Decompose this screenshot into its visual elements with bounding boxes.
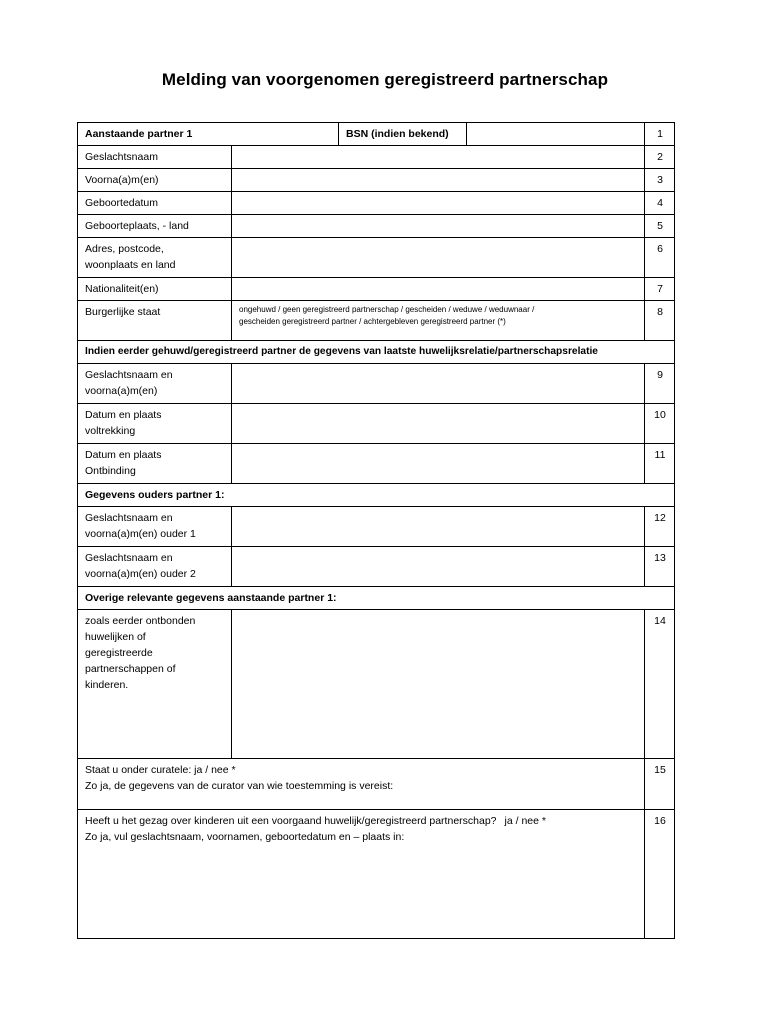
geboortedatum-input[interactable]: [232, 192, 645, 215]
field-label: Nationaliteit(en): [78, 278, 232, 301]
field-label: [78, 610, 232, 759]
field-label: Geboortedatum: [78, 192, 232, 215]
row-number: 16: [645, 810, 675, 939]
section-parents-heading-row: [78, 484, 675, 507]
row-burgerlijke-staat: [78, 301, 675, 341]
overige-input[interactable]: [232, 610, 645, 759]
curatele-question: Staat u onder curatele: ja / nee *: [85, 764, 236, 776]
label-line: voltrekking: [85, 425, 136, 437]
section-heading: Indien eerder gehuwd/geregistreerd partner de gegevens van laatste huwelijksrelatie/partnerschapsrelatie: [78, 341, 675, 364]
geboorteplaats-input[interactable]: [232, 215, 645, 238]
row-number: 9: [645, 364, 675, 404]
field-label: Geboorteplaats, - land: [78, 215, 232, 238]
row-number: 12: [645, 507, 675, 547]
label-line: partnerschappen of: [85, 663, 176, 675]
field-label: [78, 364, 232, 404]
row-number: 4: [645, 192, 675, 215]
prev-naam-input[interactable]: [232, 364, 645, 404]
label-line: voorna(a)m(en): [85, 385, 158, 397]
row-curatele: [78, 759, 675, 810]
curatele-instruction: Zo ja, de gegevens van de curator van wie toestemming is vereist:: [85, 780, 394, 792]
page-title: Melding van voorgenomen geregistreerd partnerschap: [161, 70, 609, 89]
nationaliteit-input[interactable]: [232, 278, 645, 301]
row-number: 3: [645, 169, 675, 192]
label-line: geregistreerde: [85, 647, 153, 659]
row-geboorteplaats: [78, 215, 675, 238]
form-header-row: [78, 123, 675, 146]
row-geslachtsnaam: [78, 146, 675, 169]
geslachtsnaam-input[interactable]: [232, 146, 645, 169]
label-line: kinderen.: [85, 679, 129, 691]
field-label: [78, 547, 232, 587]
registration-form-table: [77, 122, 675, 939]
section-other-heading-row: [78, 587, 675, 610]
row-overige: [78, 610, 675, 759]
section-heading: Overige relevante gegevens aanstaande partner 1:: [78, 587, 675, 610]
row-prev-voltrekking: [78, 404, 675, 444]
row-voornamen: [78, 169, 675, 192]
gezag-instruction: Zo ja, vul geslachtsnaam, voornamen, geboortedatum en – plaats in:: [85, 831, 405, 843]
ouder-2-input[interactable]: [232, 547, 645, 587]
adres-input[interactable]: [232, 238, 645, 278]
row-number: 7: [645, 278, 675, 301]
field-label: [78, 404, 232, 444]
row-number: 10: [645, 404, 675, 444]
bsn-label: BSN (indien bekend): [339, 123, 467, 146]
row-geboortedatum: [78, 192, 675, 215]
section-heading: Gegevens ouders partner 1:: [78, 484, 675, 507]
label-line: voorna(a)m(en) ouder 2: [85, 568, 196, 580]
section-previous-heading-row: [78, 341, 675, 364]
row-number: 5: [645, 215, 675, 238]
row-number: 13: [645, 547, 675, 587]
label-line: Adres, postcode,: [85, 243, 164, 255]
field-label: [78, 507, 232, 547]
voornamen-input[interactable]: [232, 169, 645, 192]
gezag-field[interactable]: [78, 810, 645, 939]
gezag-choice: ja / nee *: [504, 815, 546, 827]
field-label: Voorna(a)m(en): [78, 169, 232, 192]
label-line: Datum en plaats: [85, 409, 162, 421]
options-line: gescheiden geregistreerd partner / achtergebleven geregistreerd partner (*): [239, 317, 506, 326]
row-number: 15: [645, 759, 675, 810]
label-line: Datum en plaats: [85, 449, 162, 461]
label-line: Geslachtsnaam en: [85, 369, 173, 381]
gezag-question-line: [85, 813, 638, 829]
ouder-1-input[interactable]: [232, 507, 645, 547]
row-number: 1: [645, 123, 675, 146]
prev-voltrekking-input[interactable]: [232, 404, 645, 444]
bsn-input[interactable]: [467, 123, 645, 146]
prev-ontbinding-input[interactable]: [232, 444, 645, 484]
label-line: huwelijken of: [85, 631, 146, 643]
row-prev-ontbinding: [78, 444, 675, 484]
row-adres: [78, 238, 675, 278]
burgerlijke-staat-options[interactable]: [232, 301, 645, 341]
label-line: woonplaats en land: [85, 259, 176, 271]
options-line: ongehuwd / geen geregistreerd partnerschap / gescheiden / weduwe / weduwnaar /: [239, 305, 535, 314]
row-ouder-2: [78, 547, 675, 587]
field-label: Burgerlijke staat: [78, 301, 232, 341]
field-label: [78, 238, 232, 278]
field-label: Geslachtsnaam: [78, 146, 232, 169]
field-label: [78, 444, 232, 484]
row-number: 8: [645, 301, 675, 341]
curatele-field[interactable]: [78, 759, 645, 810]
label-line: Ontbinding: [85, 465, 136, 477]
label-line: Geslachtsnaam en: [85, 552, 173, 564]
row-number: 2: [645, 146, 675, 169]
gezag-question: Heeft u het gezag over kinderen uit een voorgaand huwelijk/geregistreerd partnerschap?: [85, 815, 497, 827]
label-line: zoals eerder ontbonden: [85, 615, 196, 627]
row-ouder-1: [78, 507, 675, 547]
row-gezag: [78, 810, 675, 939]
row-prev-naam: [78, 364, 675, 404]
label-line: voorna(a)m(en) ouder 1: [85, 528, 196, 540]
label-line: Geslachtsnaam en: [85, 512, 173, 524]
row-number: 11: [645, 444, 675, 484]
row-nationaliteit: [78, 278, 675, 301]
row-number: 14: [645, 610, 675, 759]
partner-heading: Aanstaande partner 1: [78, 123, 339, 146]
row-number: 6: [645, 238, 675, 278]
